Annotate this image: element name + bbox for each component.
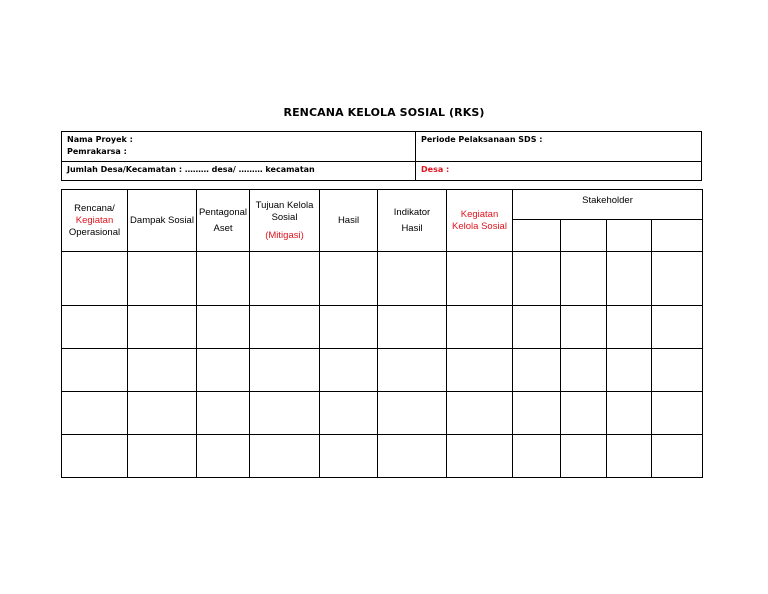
table-cell[interactable]	[62, 392, 128, 435]
table-cell[interactable]	[250, 435, 320, 478]
table-cell[interactable]	[652, 252, 703, 306]
table-cell[interactable]	[320, 349, 378, 392]
table-cell[interactable]	[447, 435, 513, 478]
table-row	[62, 306, 703, 349]
table-cell[interactable]	[378, 306, 447, 349]
table-cell[interactable]	[447, 252, 513, 306]
table-cell[interactable]	[561, 306, 607, 349]
jumlah-desa-label: Jumlah Desa/Kecamatan : ……… desa/ ……… kecamatan	[67, 165, 315, 174]
table-cell[interactable]	[607, 349, 652, 392]
table-cell[interactable]	[128, 392, 197, 435]
table-cell[interactable]	[250, 306, 320, 349]
rks-table	[61, 189, 703, 478]
table-cell[interactable]	[197, 252, 250, 306]
table-cell[interactable]	[607, 252, 652, 306]
table-cell[interactable]	[62, 349, 128, 392]
desa-label: Desa :	[421, 165, 450, 174]
table-row	[62, 435, 703, 478]
periode-label: Periode Pelaksanaan SDS :	[421, 135, 543, 144]
table-row	[62, 252, 703, 306]
table-cell[interactable]	[320, 435, 378, 478]
table-row	[62, 392, 703, 435]
header-stakeholder: Stakeholder	[513, 190, 703, 220]
table-cell[interactable]	[197, 349, 250, 392]
header-indikator-hasil: Indikator Hasil	[378, 190, 447, 252]
project-info-box	[61, 131, 702, 181]
table-cell[interactable]	[197, 392, 250, 435]
document-title: RENCANA KELOLA SOSIAL (RKS)	[283, 106, 485, 119]
table-cell[interactable]	[447, 349, 513, 392]
stakeholder-sub-cell[interactable]	[652, 220, 703, 252]
table-cell[interactable]	[561, 435, 607, 478]
table-cell[interactable]	[513, 392, 561, 435]
header-rencana-kegiatan: Rencana/ Kegiatan Operasional	[62, 190, 128, 252]
table-cell[interactable]	[320, 392, 378, 435]
table-cell[interactable]	[197, 435, 250, 478]
table-cell[interactable]	[513, 435, 561, 478]
table-cell[interactable]	[513, 306, 561, 349]
table-cell[interactable]	[320, 252, 378, 306]
table-cell[interactable]	[513, 252, 561, 306]
table-cell[interactable]	[128, 252, 197, 306]
info-divider-vertical	[415, 132, 416, 180]
table-cell[interactable]	[652, 392, 703, 435]
header-kegiatan-kelola-sosial: Kegiatan Kelola Sosial	[447, 190, 513, 252]
table-cell[interactable]	[320, 306, 378, 349]
header-dampak-sosial: Dampak Sosial	[128, 190, 197, 252]
table-cell[interactable]	[561, 252, 607, 306]
table-cell[interactable]	[62, 252, 128, 306]
table-cell[interactable]	[128, 306, 197, 349]
table-cell[interactable]	[447, 392, 513, 435]
header-pentagonal-aset: Pentagonal Aset	[197, 190, 250, 252]
table-cell[interactable]	[447, 306, 513, 349]
table-cell[interactable]	[652, 435, 703, 478]
table-cell[interactable]	[378, 349, 447, 392]
header-hasil: Hasil	[320, 190, 378, 252]
header-tujuan-kelola-sosial: Tujuan Kelola Sosial (Mitigasi)	[250, 190, 320, 252]
table-cell[interactable]	[128, 435, 197, 478]
table-cell[interactable]	[197, 306, 250, 349]
table-cell[interactable]	[513, 349, 561, 392]
table-cell[interactable]	[652, 349, 703, 392]
table-cell[interactable]	[250, 349, 320, 392]
table-cell[interactable]	[652, 306, 703, 349]
table-cell[interactable]	[378, 392, 447, 435]
table-cell[interactable]	[607, 392, 652, 435]
table-row	[62, 349, 703, 392]
table-cell[interactable]	[607, 306, 652, 349]
stakeholder-sub-cell[interactable]	[561, 220, 607, 252]
table-cell[interactable]	[561, 392, 607, 435]
pemrakarsa-label: Pemrakarsa :	[67, 147, 127, 156]
nama-proyek-label: Nama Proyek :	[67, 135, 133, 144]
table-cell[interactable]	[250, 392, 320, 435]
info-divider-horizontal	[62, 161, 701, 162]
stakeholder-sub-cell[interactable]	[607, 220, 652, 252]
table-cell[interactable]	[607, 435, 652, 478]
table-cell[interactable]	[378, 435, 447, 478]
table-cell[interactable]	[250, 252, 320, 306]
table-cell[interactable]	[378, 252, 447, 306]
table-cell[interactable]	[62, 435, 128, 478]
table-cell[interactable]	[62, 306, 128, 349]
table-cell[interactable]	[561, 349, 607, 392]
stakeholder-sub-cell[interactable]	[513, 220, 561, 252]
table-cell[interactable]	[128, 349, 197, 392]
